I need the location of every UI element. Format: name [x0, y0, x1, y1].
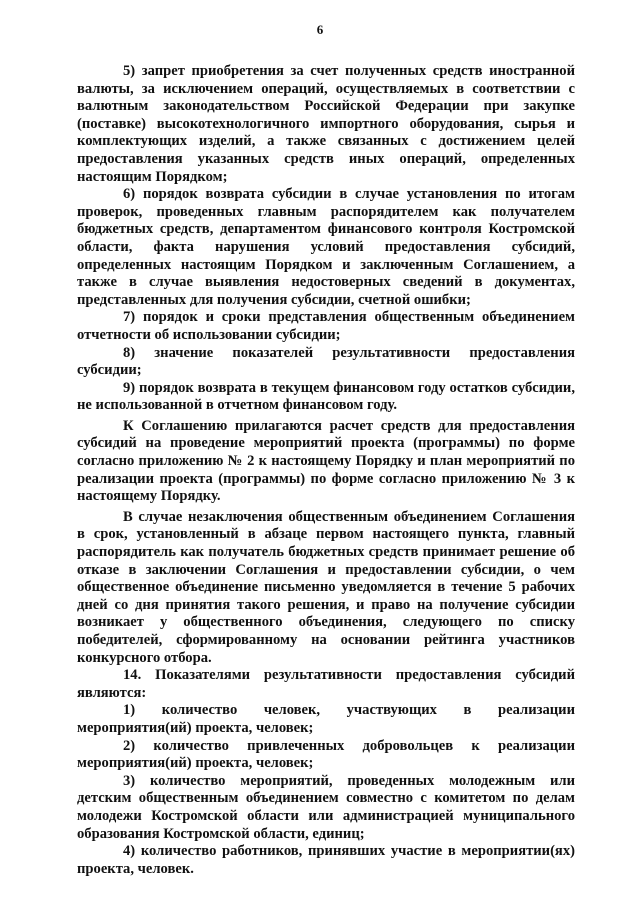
document-body — [77, 63, 575, 878]
paragraph-indicator-1: 1) количество человек, участвующих в реализации мероприятия(ий) проекта, человек; — [77, 702, 575, 736]
paragraph-item-9: 9) порядок возврата в текущем финансовом году остатков субсидии, не использованной в отчетном финансовом году. — [77, 379, 575, 414]
page-number: 6 — [316, 22, 324, 37]
paragraph-agreement-attachments: К Соглашению прилагаются расчет средств для предоставления субсидий на проведение мероприятий проекта (программы) по форме согласно приложению № 2 к настоящему Порядку и план мероприятий по реализации проекта (программы) по форме согласно приложению № 3 к настоящему Порядку. — [77, 417, 575, 505]
paragraph-item-6: 6) порядок возврата субсидии в случае установления по итогам проверок, проведенных главным распорядителем как получателем бюджетных средств, департаментом финансового контроля Костромской области, факта нарушения условий предоставления субсидий, определенных настоящим Порядком и заключенным Соглашением, а также в случае выявления недостоверных сведений в документах, представленных для получения субсидии, счетной ошибки; — [77, 186, 575, 308]
paragraph-indicator-2: 2) количество привлеченных добровольцев к реализации мероприятия(ий) проекта, человек; — [77, 737, 575, 772]
paragraph-item-7: 7) порядок и сроки представления общественным объединением отчетности об использовании субсидии; — [77, 309, 575, 343]
paragraph-item-5: 5) запрет приобретения за счет полученных средств иностранной валюты, за исключением операций, осуществляемых в соответствии с валютным законодательством Российской Федерации при закупке (поставке) высокотехнологичного импортного оборудования, сырья и комплектующих изделий, а также связанных с достижением целей предоставления указанных средств иных операций, определенных настоящим Порядком; — [77, 63, 575, 185]
paragraph-section-14: 14. Показателями результативности предоставления субсидий являются: — [77, 667, 575, 701]
paragraph-item-8: 8) значение показателей результативности предоставления субсидии; — [77, 344, 575, 379]
paragraph-indicator-4: 4) количество работников, принявших участие в мероприятии(ях) проекта, человек. — [77, 843, 575, 877]
paragraph-non-conclusion: В случае незаключения общественным объединением Соглашения в срок, установленный в абзаце первом настоящего пункта, главный распорядитель как получатель бюджетных средств принимает решение об отказе в заключении Соглашения и предоставлении субсидии, о чем общественное объединение письменно уведомляется в течение 5 рабочих дней со дня принятия такого решения, и право на получение субсидии возникает у общественного объединения, следующего по списку победителей, сформированному на основании рейтинга участников конкурсного отбора. — [77, 508, 575, 666]
paragraph-indicator-3: 3) количество мероприятий, проведенных молодежным или детским общественным объединением совместно с комитетом по делам молодежи Костромской области или администрацией муниципального образования Костромской области, единиц; — [77, 772, 575, 842]
